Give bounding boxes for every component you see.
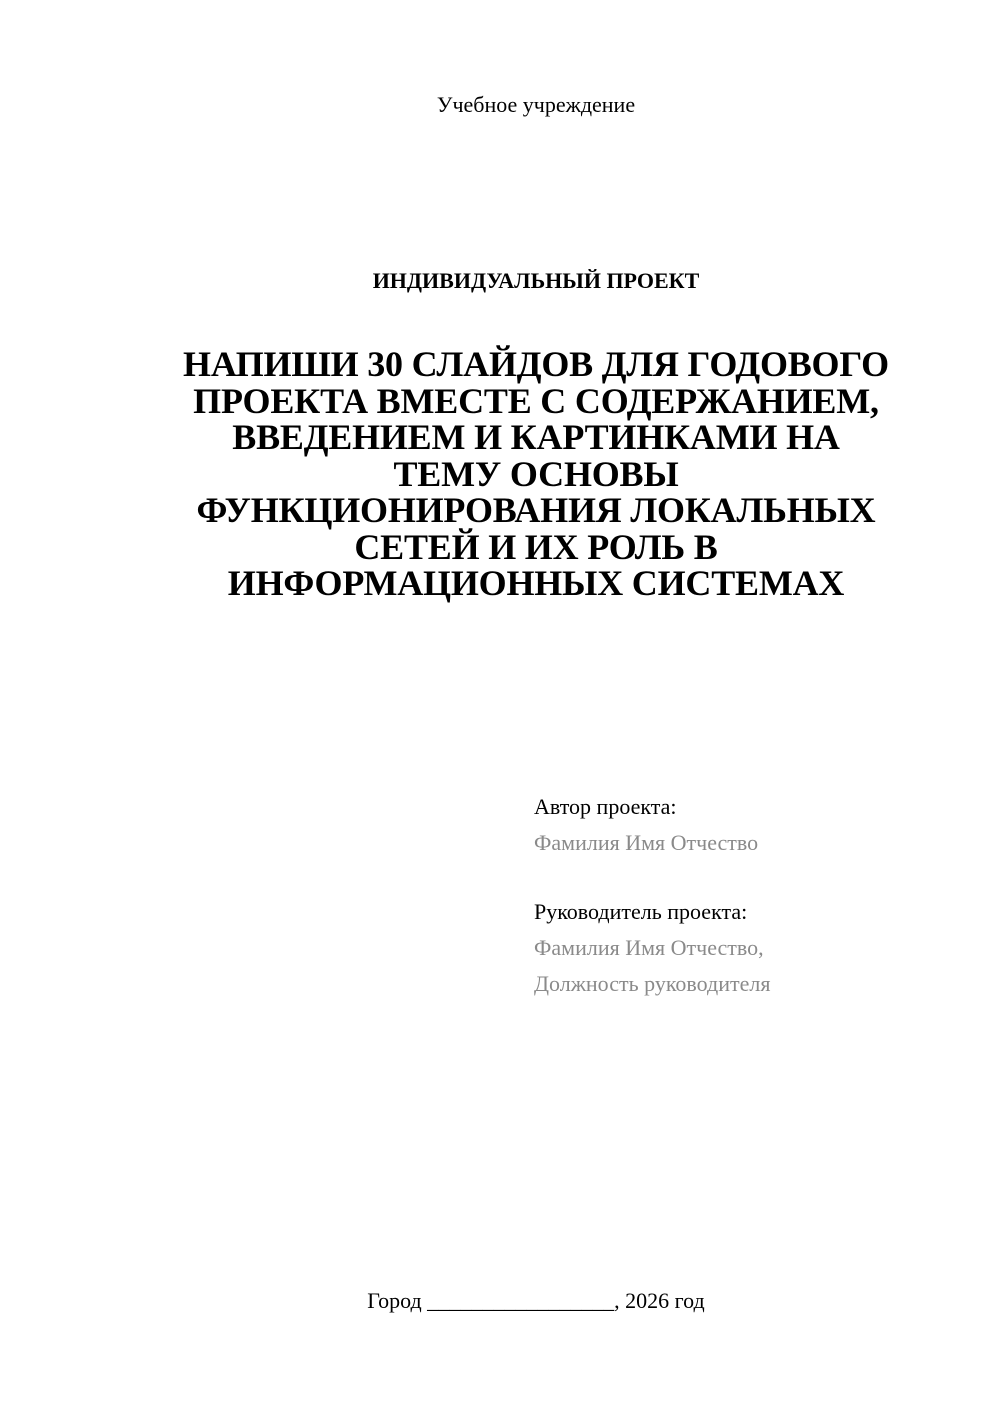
supervisor-label: Руководитель проекта: [534, 899, 748, 924]
title-line: ТЕМУ ОСНОВЫ [393, 453, 679, 494]
supervisor-name: Фамилия Имя Отчество, [534, 935, 764, 960]
city-year-footer: Город _________________, 2026 год [367, 1288, 705, 1313]
supervisor-block [534, 894, 974, 1002]
author-name: Фамилия Имя Отчество [534, 830, 759, 855]
author-block [534, 789, 974, 861]
supervisor-position: Должность руководителя [534, 971, 771, 996]
project-title [120, 346, 952, 602]
title-line: ПРОЕКТА ВМЕСТЕ С СОДЕРЖАНИЕМ, [193, 380, 879, 421]
title-line: НАПИШИ 30 СЛАЙДОВ ДЛЯ ГОДОВОГО [183, 344, 889, 384]
title-line: ФУНКЦИОНИРОВАНИЯ ЛОКАЛЬНЫХ [196, 490, 876, 530]
title-line: СЕТЕЙ И ИХ РОЛЬ В [354, 526, 718, 567]
title-line: ВВЕДЕНИЕМ И КАРТИНКАМИ НА [232, 417, 840, 457]
title-line: ИНФОРМАЦИОННЫХ СИСТЕМАХ [227, 563, 845, 603]
institution-name: Учебное учреждение [436, 92, 636, 117]
author-label: Автор проекта: [534, 794, 677, 819]
project-type-heading: ИНДИВИДУАЛЬНЫЙ ПРОЕКТ [372, 268, 700, 293]
